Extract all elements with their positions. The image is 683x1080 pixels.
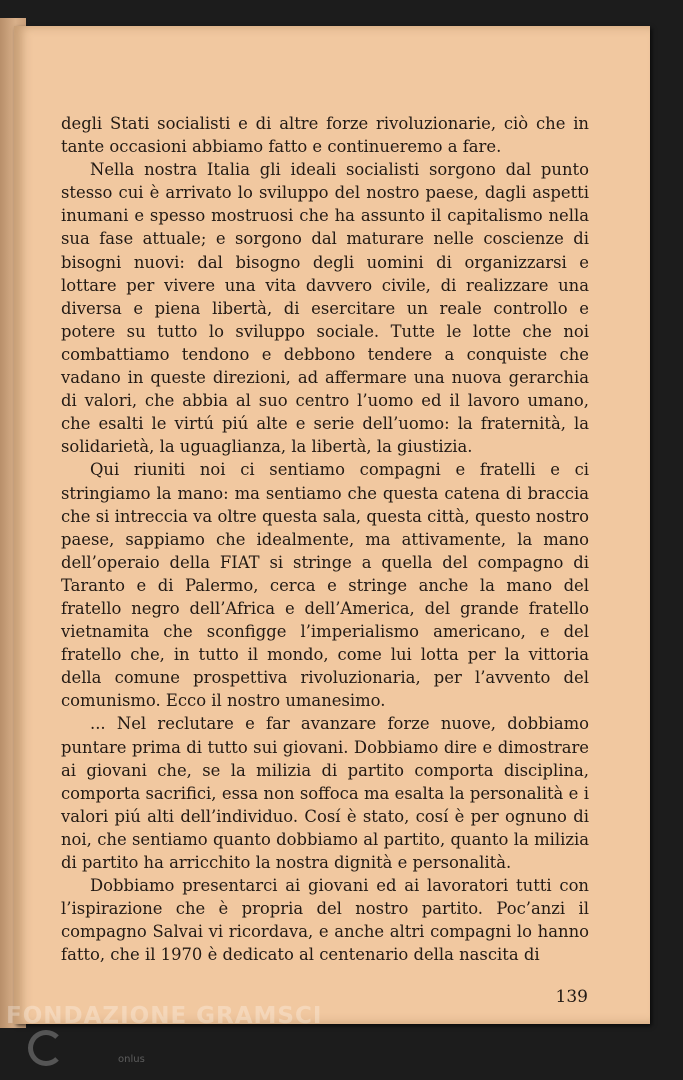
paragraph-2: Nella nostra Italia gli ideali socialisti sorgono dal punto stesso cui è arrivato lo sviluppo del nostro paese, dagli aspetti inumani e spesso mostruosi che ha assunto il capitalismo nella sua fase attuale; e sorgono dal maturare nelle coscienze di bisogni nuovi: dal bisogno degli uomini di organizzarsi e lottare per vivere una vita davvero civile, di realizzare una diversa e piena libertà, di esercitare un reale controllo e potere su tutto lo sviluppo sociale. Tutte le lotte che noi combattiamo tendono e debbono tendere a conquiste che vadano in queste direzioni, ad affermare una nuova gerarchia di valori, che abbia al suo centro l’uomo ed il lavoro umano, che esalti le virtú piú alte e serie dell’uomo: la fraternità, la solidarietà, la uguaglianza, la libertà, la giustizia. xyxy=(61,160,589,457)
watermark-g-icon xyxy=(28,1030,64,1066)
page-number: 139 xyxy=(555,987,588,1007)
paragraph-1: degli Stati socialisti e di altre forze rivoluzionarie, ciò che in tante occasioni abbiamo fatto e continueremo a fare. xyxy=(61,114,589,157)
watermark-sub: onlus xyxy=(118,1054,145,1065)
book-page xyxy=(14,26,650,1024)
paragraph-5: Dobbiamo presentarci ai giovani ed ai lavoratori tutti con l’ispirazione che è propria del nostro partito. Poc’anzi il compagno Salvai vi ricordava, e anche altri compagni lo hanno fatto, che il 1970 è dedicato al centenario della nascita di xyxy=(61,876,589,965)
body-text xyxy=(61,112,589,966)
paragraph-4: ... Nel reclutare e far avanzare forze nuove, dobbiamo puntare prima di tutto sui giovani. Dobbiamo dire e dimostrare ai giovani che, se la milizia di partito comporta disciplina, comporta sacrifici, essa non soffoca ma esalta la personalità e i valori piú alti dell’individuo. Cosí è stato, cosí è per ognuno di noi, che sentiamo quanto dobbiamo al partito, quanto la milizia di partito ha arricchito la nostra dignità e personalità. xyxy=(61,714,589,872)
watermark-logo: FONDAZIONE GRAMSCI xyxy=(6,1003,323,1029)
paragraph-3: Qui riuniti noi ci sentiamo compagni e fratelli e ci stringiamo la mano: ma sentiamo che questa catena di braccia che si intreccia va oltre questa sala, questa città, questo nostro paese, sappiamo che idealmente, ma attivamente, la mano dell’operaio della FIAT si stringe a quella del compagno di Taranto e di Palermo, cerca e stringe anche la mano del fratello negro dell’Africa e dell’America, del grande fratello vietnamita che sconfigge l’imperialismo americano, e del fratello che, in tutto il mondo, come lui lotta per la vittoria della comune prospettiva rivoluzionaria, per l’avvento del comunismo. Ecco il nostro umanesimo. xyxy=(61,460,589,711)
